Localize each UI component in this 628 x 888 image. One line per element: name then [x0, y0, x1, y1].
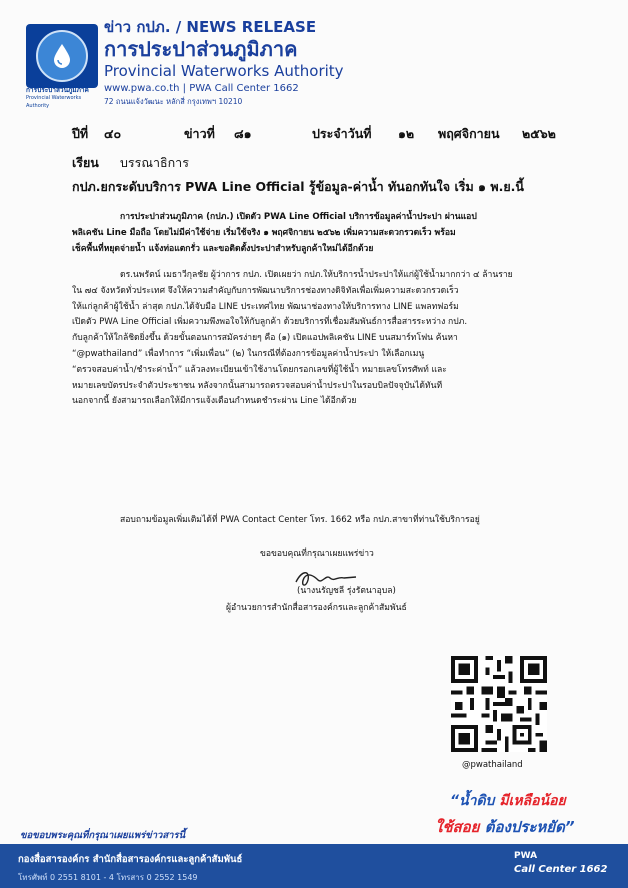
to-value: บรรณาธิการ [120, 155, 189, 170]
slogan-line-2 [435, 815, 575, 839]
year-value: ๔๐ [104, 126, 122, 141]
slogan-part-3: ใช้สอย [435, 818, 480, 836]
lead-paragraph [72, 210, 572, 257]
body-line: ให้แก่ลูกค้าผู้ใช้น้ำ ล่าสุด กปภ.ได้จับมือ LINE ประเทศไทย พัฒนาช่องทางให้บริการทาง LINE แพลทฟอร์ม [72, 301, 459, 312]
footer-department: กองสื่อสารองค์กร สำนักสื่อสารองค์กรและลูกค้าสัมพันธ์ [18, 854, 243, 865]
letterhead [104, 18, 354, 107]
logo-caption [26, 86, 100, 110]
pwa-emblem-icon [36, 30, 88, 82]
year-label: ปีที่ [72, 126, 89, 141]
date-month: พฤศจิกายน [438, 126, 500, 141]
contact-info: สอบถามข้อมูลเพิ่มเติมได้ที่ PWA Contact Center โทร. 1662 หรือ กปภ.สาขาที่ท่านใช้บริการอยู่ [120, 515, 480, 525]
news-number-label: ข่าวที่ [184, 126, 215, 141]
org-name-th: การประปาส่วนภูมิภาค [104, 37, 298, 61]
footer-thanks: ขอขอบพระคุณที่กรุณาเผยแพร่ข่าวสารนี้ [20, 830, 186, 841]
footer-call-center: Call Center 1662 [514, 864, 608, 875]
logo-caption-en: Provincial Waterworks Authority [26, 95, 82, 109]
body-line: นอกจากนี้ ยังสามารถเลือกให้มีการแจ้งเตือนกำหนดชำระผ่าน Line ได้อีกด้วย [72, 396, 357, 407]
address: 72 ถนนแจ้งวัฒนะ หลักสี่ กรุงเทพฯ 10210 [104, 97, 243, 106]
body-paragraph [72, 268, 572, 410]
footer-phone-fax: โทรศัพท์ 0 2551 8101 - 4 โทรสาร 0 2552 1549 [18, 873, 198, 882]
org-name-en: Provincial Waterworks Authority [104, 62, 344, 80]
slogan-line-1 [450, 790, 566, 812]
date-year: ๒๕๖๒ [522, 126, 556, 141]
to-label: เรียน [72, 155, 99, 170]
line-id-caption: @pwathailand [462, 760, 523, 770]
thanks-note: ขอขอบคุณที่กรุณาเผยแพร่ข่าว [260, 549, 374, 559]
body-line: ใน ๗๔ จังหวัดทั่วประเทศ จึงให้ความสำคัญกับการพัฒนาบริการช่องทางดิจิทัลเพื่อเพิ่มความสะดวกรวดเร็ว [72, 285, 459, 296]
body-line: หมายเลขบัตรประจำตัวประชาชน หลังจากนั้นสามารถตรวจสอบค่าน้ำประปาในรอบบิลปัจจุบันได้ทันที [72, 380, 443, 391]
slogan-part-2: มีเหลือน้อย [499, 793, 566, 809]
footer-bar [0, 844, 628, 888]
signer-name: (นางนรัญชลี รุ่งรัตนาอุบล) [297, 586, 396, 596]
body-line: “@pwathailand” เพื่อทำการ “เพิ่มเพื่อน” (๒) ในกรณีที่ต้องการข้อมูลค่าน้ำประปา ให้เลือกเมนู [72, 348, 425, 359]
body-line: “ตรวจสอบค่าน้ำ/ชำระค่าน้ำ” แล้วลงทะเบียนเข้าใช้งานโดยกรอกเลขที่ผู้ใช้น้ำ หมายเลขโทรศัพท์ และ [72, 364, 447, 375]
headline: กปภ.ยกระดับบริการ PWA Line Official รู้ข้อมูล-ค่าน้ำ ทันอกทันใจ เริ่ม ๑ พ.ย.นี้ [72, 179, 524, 194]
qr-code-image [451, 656, 547, 752]
logo-caption-th: การประปาส่วนภูมิภาค [26, 86, 89, 94]
slogan-part-1: “น้ำดิบ [450, 793, 495, 809]
website-callcenter: www.pwa.co.th | PWA Call Center 1662 [104, 83, 299, 94]
body-line: เปิดตัว PWA Line Official เพิ่มความพึงพอใจให้กับลูกค้า ด้วยบริการที่เชื่อมสัมพันธ์การสื่อสารระหว่าง กปภ. [72, 317, 468, 328]
lead-line: เช็คพื้นที่หยุดจ่ายน้ำ แจ้งท่อแตกรั่ว และขอติดตั้งประปาสำหรับลูกค้าใหม่ได้อีกด้วย [72, 243, 374, 254]
news-release-label: ข่าว กปภ. / NEWS RELEASE [104, 18, 317, 36]
lead-line: การประปาส่วนภูมิภาค (กปภ.) เปิดตัว PWA Line Official บริการข้อมูลค่าน้ำประปา ผ่านแอป [120, 212, 477, 222]
footer-pwa: PWA [514, 851, 538, 861]
date-label: ประจำวันที่ [312, 126, 372, 141]
lead-line: พลิเคชัน Line มือถือ โดยไม่มีค่าใช้จ่าย เริ่มใช้จริง ๑ พฤศจิกายน ๒๕๖๒ เพิ่มความสะดวกรวดเร็ว พร้อม [72, 227, 456, 238]
slogan-part-4: ต้องประหยัด” [484, 818, 575, 836]
date-day: ๑๒ [398, 126, 415, 141]
news-number-value: ๘๑ [234, 126, 252, 141]
signer-position: ผู้อำนวยการสำนักสื่อสารองค์กรและลูกค้าสัมพันธ์ [226, 603, 407, 613]
pwa-logo [26, 24, 98, 88]
body-line: ดร.นพรัตน์ เมธาวีกุลชัย ผู้ว่าการ กปภ. เปิดเผยว่า กปภ.ให้บริการน้ำประปาให้แก่ผู้ใช้น้ำมากกว่า ๔ ล้านราย [120, 270, 513, 280]
body-line: กับลูกค้าให้ใกล้ชิดยิ่งขึ้น ด้วยขั้นตอนการสมัครง่ายๆ คือ (๑) เปิดแอปพลิเคชัน LINE บนสมาร์ทโฟน ค้นหา [72, 333, 458, 344]
